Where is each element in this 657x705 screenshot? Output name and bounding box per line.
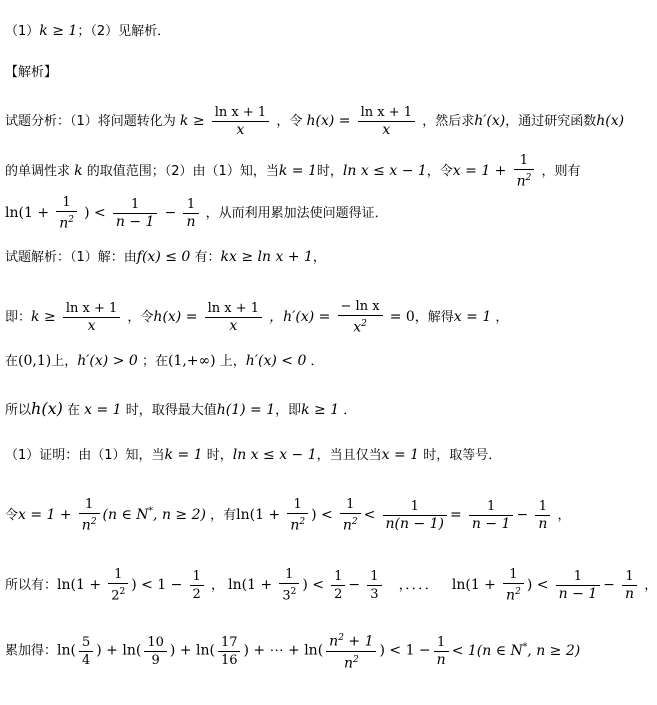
frac-denominator: $x^2$ (353, 319, 367, 336)
text-sum: 累加得： (5, 643, 58, 659)
text-iff: ，当且仅当 (316, 448, 382, 463)
minus-sign: − (348, 576, 361, 593)
text-on: ；在 (141, 354, 168, 369)
text-monotonic: 的单调性求 (5, 163, 71, 179)
frac-denominator: $n^2$ (81, 517, 97, 534)
ln-expression: ln(1 + (5, 204, 50, 221)
x-eq-1: x = 1 (84, 402, 122, 418)
h-prime: h′(x) (474, 113, 506, 129)
fraction-1-over-n2 (340, 496, 361, 535)
frac-denominator: n − 1 (471, 515, 511, 532)
ln-open: ln( (57, 642, 76, 659)
text-upon: 上， (51, 354, 78, 369)
n-base: n (516, 173, 526, 190)
less-than-1-minus: ) < 1 − (131, 576, 183, 593)
fraction-1-over-n (183, 196, 198, 231)
solution-line-1 (5, 248, 326, 267)
plus-dots-ln: ) + ⋯ + ln( (243, 642, 324, 659)
n-base: n (329, 633, 339, 650)
interval-0-1: (0,1) (18, 353, 52, 369)
proof-line-4 (5, 630, 580, 672)
text-conclusion: ，从而利用累加法使问题得证． (205, 205, 388, 221)
plus-ln: ) + ln( (169, 642, 215, 659)
fraction-1-over-n (622, 568, 637, 603)
frac-numerator: 1 (279, 566, 299, 584)
text-when: 时， (206, 448, 233, 463)
n-base: n (342, 517, 352, 534)
frac-denominator: $n^2$ (516, 173, 532, 190)
k-eq-1: k = 1 (278, 162, 317, 179)
frac-numerator: 1 (622, 568, 637, 586)
text-have: ，有 (210, 507, 237, 523)
text-study: ，通过研究函数 (505, 114, 597, 129)
frac-denominator: x (382, 122, 391, 138)
frac-numerator: 1 (113, 196, 158, 214)
n-base: n (81, 517, 91, 534)
frac-denominator: 4 (81, 652, 91, 668)
ellipsis: ，．．．． (398, 577, 438, 593)
fraction-1-over-n-minus-1 (113, 196, 158, 231)
less-than-1-minus: ) < 1 − (379, 642, 431, 659)
fraction-1-over-2-sq (108, 566, 128, 604)
frac-numerator: 17 (218, 634, 241, 652)
minus-sign: − (164, 204, 177, 221)
frac-numerator: 1 (535, 498, 550, 516)
solution-line-3 (5, 352, 324, 371)
answer-part2-label: （2）见解析． (90, 24, 171, 39)
inequality-k-ge: k ≥ (31, 308, 56, 325)
solution-intro: 试题解析：（1）解：由 (5, 250, 137, 265)
fraction-neg-ln-over-x2 (338, 298, 383, 337)
text-upon: 上， (219, 354, 246, 369)
text-let: 令 (5, 507, 19, 523)
h-of-x: h(x) (31, 399, 63, 418)
frac-numerator: ln x + 1 (63, 300, 120, 318)
n-base: n (506, 587, 516, 604)
frac-denominator: x (87, 317, 96, 334)
frac-denominator: $n^2$ (342, 517, 358, 534)
frac-denominator: n − 1 (558, 585, 598, 602)
ln-inequality: ln x ≤ x − 1 (232, 447, 317, 463)
answer-k-value: k ≥ 1 (39, 23, 78, 39)
fraction-1-over-n2 (79, 496, 100, 535)
answer-part1-label: （1） (5, 24, 40, 39)
text-so-have: 所以有： (5, 577, 58, 593)
three-base: 3 (282, 588, 291, 604)
frac-numerator: ln x + 1 (205, 300, 262, 318)
less-than: ) < (302, 576, 324, 593)
frac-denominator: n (186, 213, 196, 230)
frac-numerator: 1 (469, 498, 514, 516)
analysis-line-2 (5, 152, 580, 191)
x-substitution: x = 1 + (18, 506, 72, 523)
frac-numerator: ln x + 1 (212, 104, 269, 122)
fraction-1-over-n-n-1 (383, 498, 448, 533)
comma: ， (495, 309, 509, 325)
bound-end: , n ≥ 2) (527, 642, 581, 659)
fraction-1-over-n2 (56, 194, 77, 233)
fraction-1-over-n (535, 498, 550, 533)
frac-denominator: $2^2$ (111, 587, 126, 604)
frac-denominator: $n^2$ (343, 654, 359, 672)
frac-numerator: 1 (340, 496, 361, 514)
text-then-have: ，则有 (541, 163, 581, 179)
h-prime-lhs: ，h′(x) = (269, 308, 331, 325)
frac-denominator: $n^2$ (59, 215, 74, 232)
frac-numerator: 1 (190, 568, 204, 586)
section-title-text: 【解析】 (5, 65, 58, 80)
frac-numerator: 1 (108, 566, 128, 584)
analysis-line-3 (5, 194, 388, 233)
frac-denominator: 2 (192, 586, 201, 602)
two-base: 2 (111, 588, 120, 604)
frac-denominator: $n^2$ (290, 517, 306, 534)
frac-denominator: n (625, 585, 635, 602)
analysis-line-1 (5, 104, 624, 139)
frac-numerator: ln x + 1 (358, 104, 415, 122)
fraction-1-over-2 (190, 568, 204, 603)
proof-line-3 (5, 566, 657, 605)
fraction-1-over-n2 (503, 566, 524, 605)
frac-numerator: 1 (56, 194, 77, 212)
fraction-1-over-3 (367, 568, 381, 603)
text-range: 的取值范围；（2）由（1）知，当 (86, 163, 279, 179)
text-therefore: 所以 (5, 403, 32, 418)
frac-numerator: 1 (556, 568, 601, 586)
frac-denominator: n (538, 515, 548, 532)
fraction-1-over-n2 (514, 152, 535, 191)
fraction-1-over-2 (331, 568, 345, 603)
h-def-lhs: h(x) = (306, 113, 351, 129)
frac-denominator: n(n − 1) (385, 515, 445, 532)
fraction-17-16 (218, 634, 241, 669)
proof-line-1 (5, 446, 501, 465)
bound-start: < 1(n ∈ N (451, 642, 523, 659)
less-than: ) < (311, 506, 333, 523)
period: ． (310, 354, 324, 369)
plus-ln: ) + ln( (96, 642, 142, 659)
n-base: n (290, 517, 300, 534)
frac-numerator: 1 (331, 568, 345, 586)
x-eq-1: x = 1 (381, 447, 420, 463)
h1-eq-1: h(1) = 1 (216, 402, 276, 418)
fraction-10-9 (144, 634, 167, 669)
n-base: n (59, 215, 69, 232)
minus-sign: − (516, 506, 529, 523)
text-when: 时， (316, 163, 343, 179)
ln-expression: ln(1 + (451, 576, 496, 593)
fraction-h-def (205, 300, 262, 335)
comma: ， (644, 577, 657, 593)
frac-denominator: 2 (334, 586, 343, 602)
frac-numerator: 1 (383, 498, 448, 516)
frac-denominator: $3^2$ (282, 587, 297, 604)
h-prime-negative: h′(x) < 0 (245, 353, 307, 369)
condition: (n ∈ N*, n ≥ 2) (102, 506, 206, 523)
frac-denominator: n − 1 (115, 213, 155, 230)
period: ． (343, 403, 357, 418)
frac-denominator: 3 (370, 586, 379, 602)
comma: ， (312, 250, 326, 265)
frac-denominator: $n^2$ (506, 587, 521, 604)
solution-line-2 (5, 298, 508, 337)
answer-separator: ； (77, 24, 91, 39)
fraction-ln-over-x (212, 104, 269, 139)
text-that-is: 即： (5, 309, 32, 325)
section-title (5, 64, 57, 82)
ln-expression: ln(1 + (236, 506, 281, 523)
frac-numerator: 1 (434, 634, 449, 652)
variable-k: k (74, 162, 83, 179)
text-on: 在 (5, 354, 19, 369)
analysis-prefix: 试题分析：（1）将问题转化为 (5, 114, 176, 129)
text-let: ，令 (426, 163, 453, 179)
fraction-1-over-3-sq (279, 566, 299, 604)
h-prime-positive: h′(x) > 0 (77, 353, 138, 369)
condition-start: (n ∈ N (102, 506, 149, 523)
h-def-lhs: h(x) = (153, 308, 198, 325)
frac-denominator: n (436, 651, 446, 668)
x-eq-1: x = 1 (453, 308, 492, 325)
less-than: ) < (84, 204, 106, 221)
less-than: ) < (526, 576, 549, 593)
k-eq-1: k = 1 (164, 447, 203, 463)
less-than: < (363, 506, 376, 523)
ln-expression: ln(1 + (57, 576, 102, 593)
f-le-0: f(x) ≤ 0 (136, 249, 191, 265)
text-at: 在 (66, 403, 80, 418)
ln-inequality: ln x ≤ x − 1 (342, 162, 427, 179)
ln-expression: ln(1 + (228, 576, 273, 593)
frac-denominator: 9 (151, 652, 160, 668)
answer-line (5, 22, 170, 41)
text-then-find: ，然后求 (422, 114, 475, 129)
frac-numerator: 10 (144, 634, 167, 652)
fraction-1-over-n2 (287, 496, 308, 535)
text-have: 有： (194, 250, 221, 265)
condition-end: , n ≥ 2) (153, 506, 206, 523)
frac-numerator: 1 (79, 496, 100, 514)
frac-numerator: 1 (367, 568, 381, 586)
frac-denominator: 16 (220, 652, 238, 668)
proof-line-2 (5, 496, 571, 535)
fraction-1-over-n-minus-1 (556, 568, 601, 603)
inequality-k-ge: k ≥ (179, 113, 205, 129)
frac-numerator: 1 (183, 196, 198, 214)
fraction-h-def (358, 104, 415, 139)
equals: = (450, 506, 462, 523)
text-so: ，即 (275, 403, 302, 418)
frac-numerator: 5 (79, 634, 93, 652)
fraction-n2p1-n2 (326, 630, 376, 672)
x-substitution: x = 1 + (452, 162, 507, 179)
comma: ， (557, 507, 571, 523)
fraction-5-4 (79, 634, 93, 669)
k-ge-1: k ≥ 1 (301, 402, 340, 418)
minus-sign: − (603, 576, 615, 593)
final-bound: < 1(n ∈ N*, n ≥ 2) (451, 642, 581, 659)
text-let: ，令 (127, 309, 154, 325)
fraction-1-over-n (434, 634, 449, 669)
frac-denominator: x (236, 122, 245, 138)
text-let: ，令 (276, 114, 303, 129)
n-base: n (343, 655, 353, 672)
x-base: x (353, 319, 362, 336)
kx-inequality: kx ≥ ln x + 1 (220, 249, 313, 265)
h-of-x: h(x) (596, 113, 625, 129)
text-equality: 时，取等号． (423, 448, 502, 463)
solution-line-4 (5, 400, 356, 420)
fraction-ln-over-x (63, 300, 120, 335)
fraction-1-over-n-minus-1 (469, 498, 514, 533)
frac-numerator: 1 (514, 152, 535, 170)
frac-numerator: − ln x (338, 298, 383, 316)
frac-numerator: 1 (287, 496, 308, 514)
frac-numerator: 1 (503, 566, 524, 584)
comma: ， (210, 577, 224, 593)
proof-intro: （1）证明：由（1）知，当 (5, 448, 165, 463)
eq-zero: = 0 (389, 308, 415, 325)
interval-1-inf: (1,+∞) (167, 353, 216, 369)
text-max: 时，取得最大值 (125, 403, 217, 418)
frac-denominator: x (229, 317, 238, 334)
text-solve: ，解得 (414, 309, 454, 325)
frac-numerator: $n^2 + 1$ (326, 630, 376, 652)
